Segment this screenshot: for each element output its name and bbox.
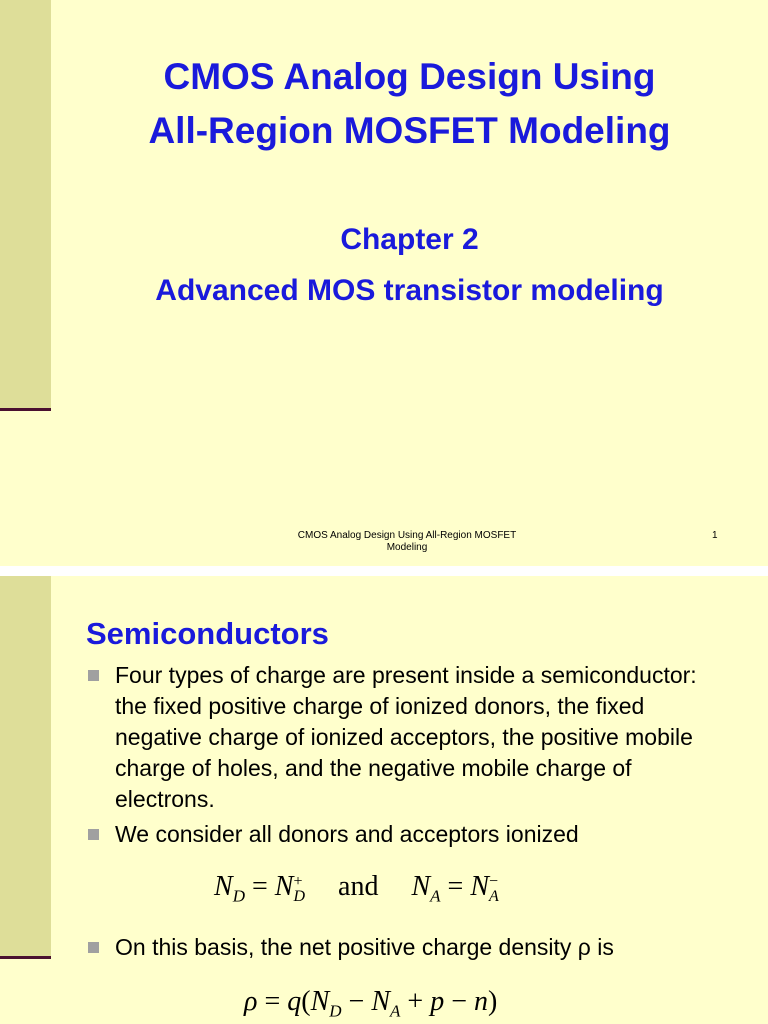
title-line-1: CMOS Analog Design Using [163,56,656,97]
slide-2 [0,576,768,1024]
bullet-text: On this basis, the net positive charge density ρ is [115,934,614,960]
sidebar-rule [0,956,51,959]
title-line-2: All-Region MOSFET Modeling [148,110,671,151]
footer-line-1: CMOS Analog Design Using All-Region MOSFET [297,530,517,541]
bullet-text: We consider all donors and acceptors ionized [115,821,579,847]
square-bullet-icon [88,942,99,953]
slide-sidebar [0,0,51,410]
sidebar-rule [0,408,51,411]
square-bullet-icon [88,670,99,681]
chapter-subtitle: Advanced MOS transistor modeling [155,274,664,307]
section-heading: Semiconductors [86,616,329,651]
bullet-text: Four types of charge are present inside a semiconductor: the fixed positive charge of ionized donors, the fixed negative charge of ionized acceptors, the positive mobile charge of holes, and the negative mobile charge of electrons. [115,662,697,812]
chapter-label: Chapter 2 [340,223,479,256]
donor-acceptor-equation: $N_D = N+$ D and $N_A = N-$ A [214,871,499,906]
slide-footer [260,530,554,554]
bullet-item [86,932,726,963]
square-bullet-icon [88,829,99,840]
slide-sidebar [0,576,51,958]
footer-line-2: Modeling [386,542,428,553]
page-number: 1 [712,530,718,541]
charge-density-equation: $\rho = q(N_D - N_A + p - n)$ [244,986,498,1021]
bullet-item [86,819,726,850]
bullet-item [86,660,726,815]
